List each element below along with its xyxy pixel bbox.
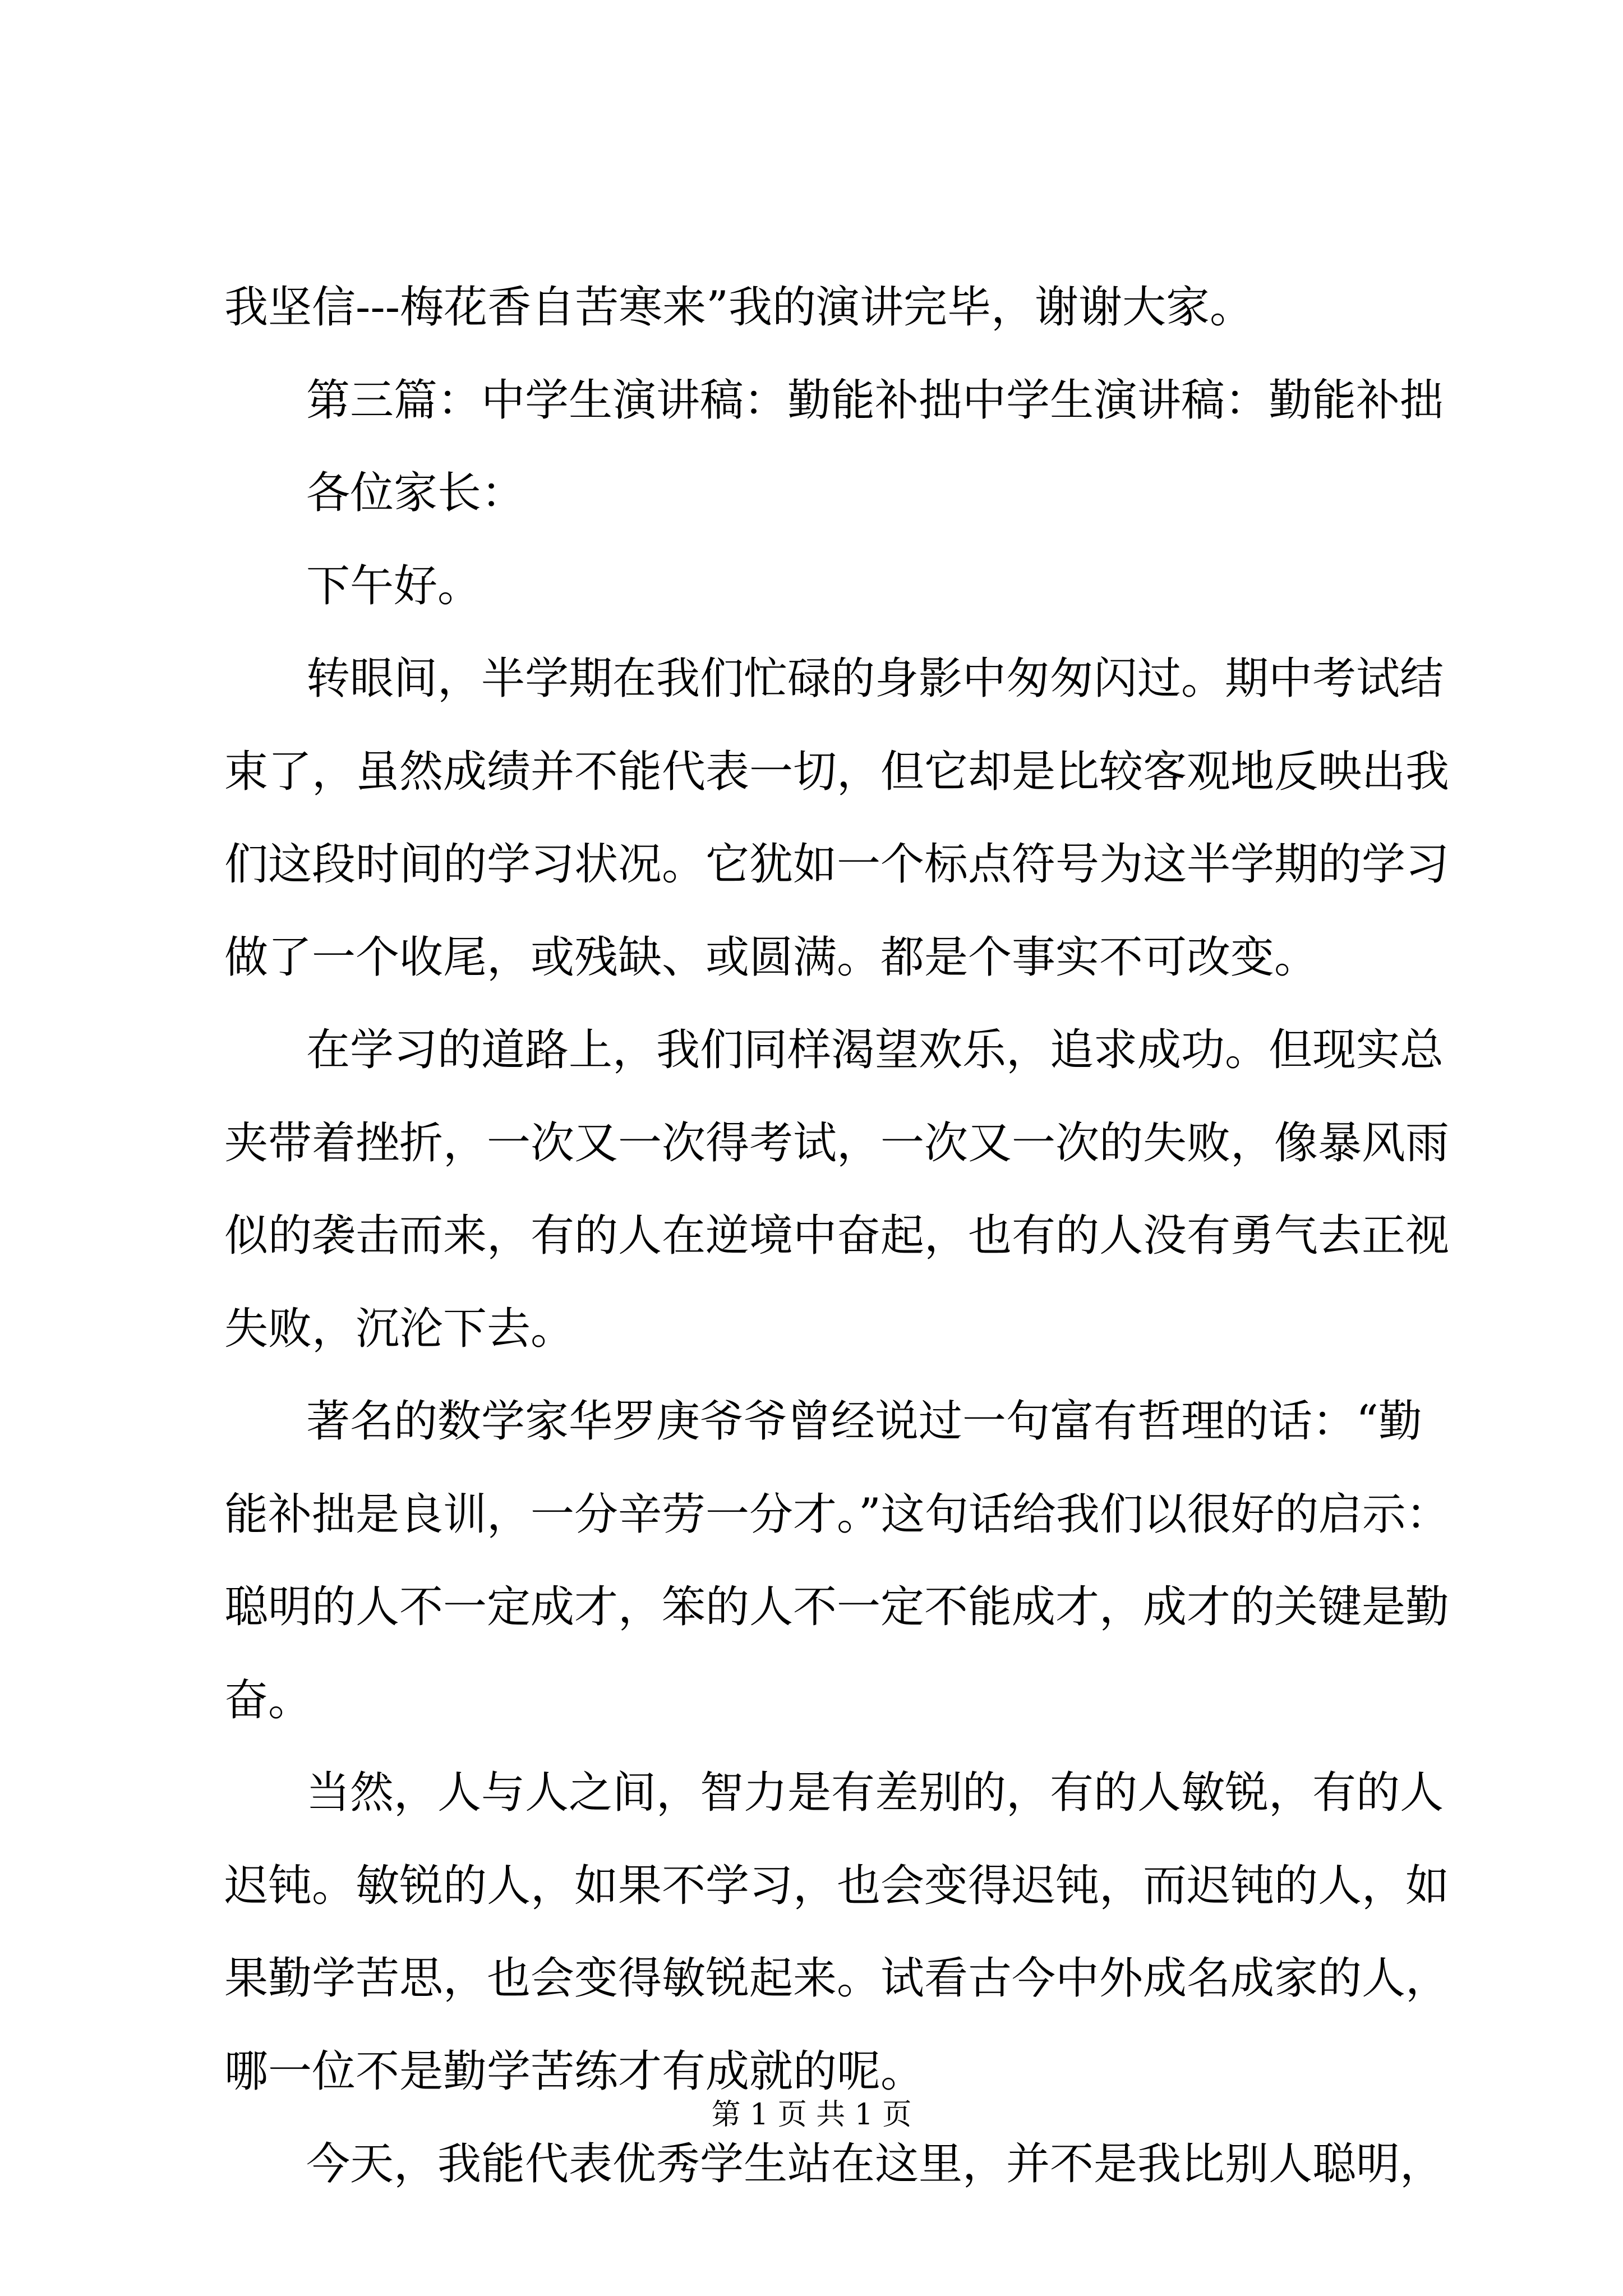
text-line: 束了，虽然成绩并不能代表一切，但它却是比较客观地反映出我: [224, 747, 1450, 797]
text-line: 果勤学苦思，也会变得敏锐起来。试看古今中外成名成家的人，: [224, 1953, 1450, 2004]
text-line: 著名的数学家华罗庚爷爷曾经说过一句富有哲理的话：“勤: [306, 1396, 1422, 1447]
text-line: 迟钝。敏锐的人，如果不学习，也会变得迟钝，而迟钝的人，如: [224, 1861, 1450, 1911]
text-line: 似的袭击而来，有的人在逆境中奋起，也有的人没有勇气去正视: [224, 1211, 1450, 1261]
salutation: 各位家长：: [306, 468, 525, 518]
text-line: 哪一位不是勤学苦练才有成就的呢。: [224, 2046, 925, 2097]
text-line: 在学习的道路上，我们同样渴望欢乐，追求成功。但现实总: [306, 1025, 1444, 1075]
text-line: 当然，人与人之间，智力是有差别的，有的人敏锐，有的人: [306, 1768, 1444, 1818]
text-line: 们这段时间的学习状况。它犹如一个标点符号为这半学期的学习: [224, 839, 1450, 890]
section-heading: 第三篇：中学生演讲稿：勤能补拙中学生演讲稿：勤能补拙: [306, 375, 1444, 426]
text-line: 我坚信---梅花香自苦寒来”我的演讲完毕，谢谢大家。: [224, 282, 1253, 333]
text-line: 转眼间，半学期在我们忙碌的身影中匆匆闪过。期中考试结: [306, 654, 1444, 704]
text-line: 夹带着挫折，一次又一次得考试，一次又一次的失败，像暴风雨: [224, 1118, 1450, 1168]
text-line: 聪明的人不一定成才，笨的人不一定不能成才，成才的关键是勤: [224, 1582, 1450, 1632]
text-line: 能补拙是良训，一分辛劳一分才。”这句话给我们以很好的启示：: [224, 1489, 1450, 1540]
greeting: 下午好。: [306, 561, 482, 611]
text-line: 奋。: [224, 1675, 312, 1726]
text-line: 失败，沉沦下去。: [224, 1304, 575, 1354]
text-line: 今天，我能代表优秀学生站在这里，并不是我比别人聪明，: [306, 2139, 1444, 2189]
page-number-footer: 第 1 页 共 1 页: [711, 2098, 912, 2132]
text-line: 做了一个收尾，或残缺、或圆满。都是个事实不可改变。: [224, 932, 1318, 983]
